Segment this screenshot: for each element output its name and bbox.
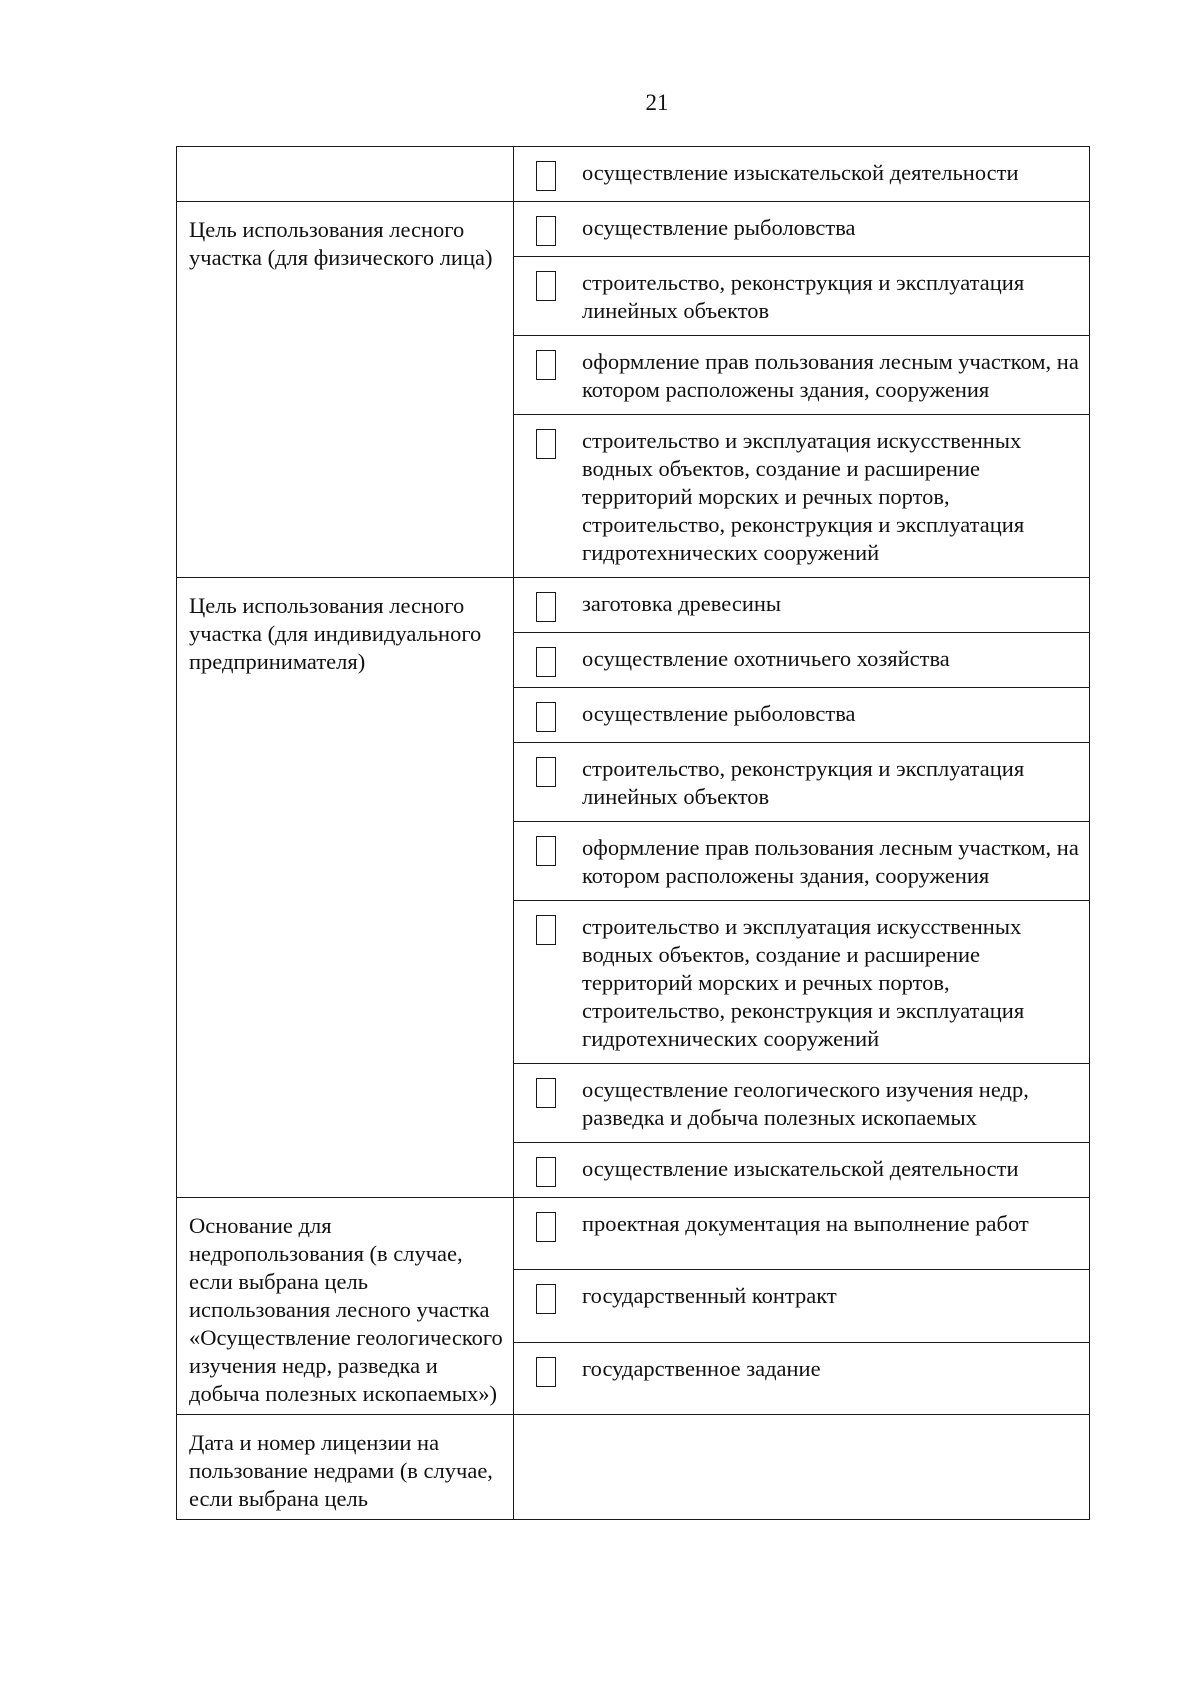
option-label: строительство, реконструкция и эксплуатация линейных объектов <box>582 756 1025 809</box>
option-item[interactable] <box>514 901 1089 1063</box>
option-cell <box>514 257 1090 336</box>
option-item[interactable] <box>514 1270 1089 1324</box>
option-checkbox[interactable] <box>536 592 556 622</box>
option-checkbox[interactable] <box>536 702 556 732</box>
option-item[interactable] <box>514 633 1089 687</box>
form-row <box>177 1198 1090 1270</box>
license-input-cell[interactable] <box>514 1415 1090 1520</box>
option-cell <box>514 743 1090 822</box>
option-label: осуществление изыскательской деятельности <box>582 1156 1019 1181</box>
option-item[interactable] <box>514 578 1089 632</box>
option-checkbox[interactable] <box>536 429 556 459</box>
option-cell <box>514 1198 1090 1270</box>
license-label: Дата и номер лицензии на пользование недрами (в случае, если выбрана цель <box>177 1415 514 1520</box>
option-checkbox[interactable] <box>536 216 556 246</box>
option-label: оформление прав пользования лесным участком, на котором расположены здания, сооружения <box>582 835 1079 888</box>
option-checkbox[interactable] <box>536 647 556 677</box>
option-label: строительство и эксплуатация искусственных водных объектов, создание и расширение территорий морских и речных портов, строительство, реконструкция и эксплуатация гидротехнических сооружений <box>582 428 1025 565</box>
option-checkbox[interactable] <box>536 915 556 945</box>
option-item[interactable] <box>514 1143 1089 1197</box>
option-checkbox[interactable] <box>536 161 556 191</box>
option-cell <box>514 578 1090 633</box>
option-checkbox[interactable] <box>536 350 556 380</box>
option-cell <box>514 688 1090 743</box>
option-item[interactable] <box>514 415 1089 577</box>
option-item[interactable] <box>514 147 1089 201</box>
option-label: осуществление рыболовства <box>582 215 856 240</box>
option-cell <box>514 1143 1090 1198</box>
option-cell <box>514 415 1090 578</box>
group-label <box>177 147 514 202</box>
license-row <box>177 1415 1090 1520</box>
option-label: государственное задание <box>582 1355 821 1381</box>
option-cell <box>514 1270 1090 1342</box>
option-checkbox[interactable] <box>536 1157 556 1187</box>
option-cell <box>514 1342 1090 1414</box>
group-label: Цель использования лесного участка (для индивидуального предпринимателя) <box>177 578 514 1198</box>
page-number: 21 <box>645 90 669 115</box>
option-cell <box>514 202 1090 257</box>
option-label: осуществление рыболовства <box>582 701 856 726</box>
option-checkbox[interactable] <box>536 1357 556 1387</box>
option-item[interactable] <box>514 257 1089 335</box>
option-label: оформление прав пользования лесным участком, на котором расположены здания, сооружения <box>582 349 1079 402</box>
option-item[interactable] <box>514 1064 1089 1142</box>
option-cell <box>514 822 1090 901</box>
form-row <box>177 578 1090 633</box>
option-item[interactable] <box>514 688 1089 742</box>
option-label: осуществление охотничьего хозяйства <box>582 646 950 671</box>
option-label: строительство, реконструкция и эксплуатация линейных объектов <box>582 270 1025 323</box>
option-label: осуществление изыскательской деятельности <box>582 160 1019 185</box>
option-cell <box>514 1064 1090 1143</box>
application-form-table <box>176 146 1090 1520</box>
option-item[interactable] <box>514 1343 1089 1397</box>
option-checkbox[interactable] <box>536 1284 556 1314</box>
option-cell <box>514 336 1090 415</box>
option-item[interactable] <box>514 336 1089 414</box>
option-label: проектная документация на выполнение работ <box>582 1211 1029 1236</box>
option-item[interactable] <box>514 743 1089 821</box>
option-cell <box>514 633 1090 688</box>
option-checkbox[interactable] <box>536 271 556 301</box>
group-label: Цель использования лесного участка (для физического лица) <box>177 202 514 578</box>
option-cell <box>514 147 1090 202</box>
form-row <box>177 147 1090 202</box>
option-checkbox[interactable] <box>536 1078 556 1108</box>
option-cell <box>514 901 1090 1064</box>
option-label: осуществление геологического изучения недр, разведка и добыча полезных ископаемых <box>582 1077 1029 1130</box>
option-checkbox[interactable] <box>536 757 556 787</box>
option-item[interactable] <box>514 202 1089 256</box>
option-checkbox[interactable] <box>536 1212 556 1242</box>
option-label: государственный контракт <box>582 1283 837 1309</box>
form-row <box>177 202 1090 257</box>
option-item[interactable] <box>514 822 1089 900</box>
option-label: строительство и эксплуатация искусственных водных объектов, создание и расширение территорий морских и речных портов, строительство, реконструкция и эксплуатация гидротехнических сооружений <box>582 914 1025 1051</box>
option-checkbox[interactable] <box>536 836 556 866</box>
option-item[interactable] <box>514 1198 1089 1252</box>
option-label: заготовка древесины <box>582 591 782 616</box>
group-label: Основание для недропользования (в случае, если выбрана цель использования лесного участка «Осуществление геологического изучения недр, разведка и добыча полезных ископаемых») <box>177 1198 514 1415</box>
